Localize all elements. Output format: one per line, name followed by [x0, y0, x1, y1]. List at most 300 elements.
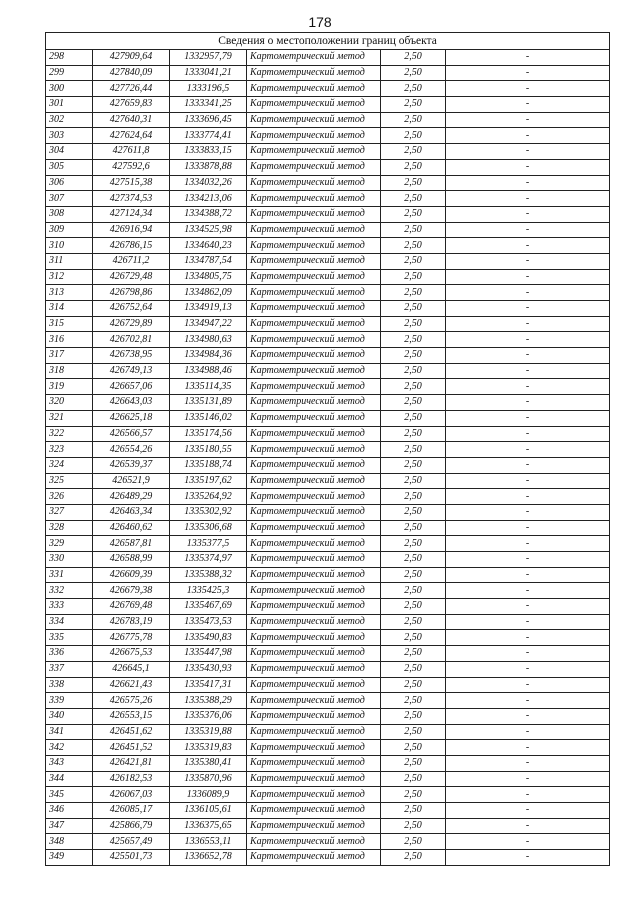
x-coordinate-cell: 426566,57	[93, 426, 170, 442]
accuracy-cell: 2,50	[381, 426, 446, 442]
x-coordinate-cell: 426587,81	[93, 536, 170, 552]
table-row	[46, 646, 610, 662]
method-cell: Картометрический метод	[247, 128, 381, 144]
description-cell: -	[446, 50, 610, 66]
method-cell: Картометрический метод	[247, 301, 381, 317]
description-cell: -	[446, 410, 610, 426]
accuracy-cell: 2,50	[381, 253, 446, 269]
accuracy-cell: 2,50	[381, 818, 446, 834]
method-cell: Картометрический метод	[247, 708, 381, 724]
method-cell: Картометрический метод	[247, 395, 381, 411]
y-coordinate-cell: 1333878,88	[170, 159, 247, 175]
description-cell: -	[446, 567, 610, 583]
table-row	[46, 348, 610, 364]
x-coordinate-cell: 426067,03	[93, 787, 170, 803]
y-coordinate-cell: 1334032,26	[170, 175, 247, 191]
accuracy-cell: 2,50	[381, 583, 446, 599]
description-cell: -	[446, 614, 610, 630]
point-number-cell: 343	[46, 755, 93, 771]
method-cell: Картометрический метод	[247, 740, 381, 756]
x-coordinate-cell: 426711,2	[93, 253, 170, 269]
accuracy-cell: 2,50	[381, 803, 446, 819]
accuracy-cell: 2,50	[381, 81, 446, 97]
y-coordinate-cell: 1335490,83	[170, 630, 247, 646]
y-coordinate-cell: 1334919,13	[170, 301, 247, 317]
y-coordinate-cell: 1336105,61	[170, 803, 247, 819]
accuracy-cell: 2,50	[381, 787, 446, 803]
y-coordinate-cell: 1335302,92	[170, 504, 247, 520]
point-number-cell: 345	[46, 787, 93, 803]
y-coordinate-cell: 1334862,09	[170, 285, 247, 301]
x-coordinate-cell: 427726,44	[93, 81, 170, 97]
accuracy-cell: 2,50	[381, 850, 446, 866]
point-number-cell: 346	[46, 803, 93, 819]
method-cell: Картометрический метод	[247, 332, 381, 348]
x-coordinate-cell: 426451,52	[93, 740, 170, 756]
description-cell: -	[446, 630, 610, 646]
accuracy-cell: 2,50	[381, 301, 446, 317]
description-cell: -	[446, 536, 610, 552]
point-number-cell: 348	[46, 834, 93, 850]
accuracy-cell: 2,50	[381, 442, 446, 458]
accuracy-cell: 2,50	[381, 755, 446, 771]
table-row	[46, 426, 610, 442]
y-coordinate-cell: 1335376,06	[170, 708, 247, 724]
table-row	[46, 834, 610, 850]
method-cell: Картометрический метод	[247, 850, 381, 866]
x-coordinate-cell: 426463,34	[93, 504, 170, 520]
y-coordinate-cell: 1335447,98	[170, 646, 247, 662]
x-coordinate-cell: 426752,64	[93, 301, 170, 317]
table-row	[46, 379, 610, 395]
accuracy-cell: 2,50	[381, 567, 446, 583]
x-coordinate-cell: 426588,99	[93, 552, 170, 568]
accuracy-cell: 2,50	[381, 693, 446, 709]
point-number-cell: 339	[46, 693, 93, 709]
method-cell: Картометрический метод	[247, 787, 381, 803]
point-number-cell: 320	[46, 395, 93, 411]
accuracy-cell: 2,50	[381, 316, 446, 332]
point-number-cell: 349	[46, 850, 93, 866]
point-number-cell: 323	[46, 442, 93, 458]
point-number-cell: 327	[46, 504, 93, 520]
method-cell: Картометрический метод	[247, 504, 381, 520]
x-coordinate-cell: 427515,38	[93, 175, 170, 191]
method-cell: Картометрический метод	[247, 834, 381, 850]
table-row	[46, 850, 610, 866]
point-number-cell: 336	[46, 646, 93, 662]
method-cell: Картометрический метод	[247, 473, 381, 489]
x-coordinate-cell: 427611,8	[93, 144, 170, 160]
y-coordinate-cell: 1334213,06	[170, 191, 247, 207]
y-coordinate-cell: 1333041,21	[170, 65, 247, 81]
point-number-cell: 313	[46, 285, 93, 301]
method-cell: Картометрический метод	[247, 50, 381, 66]
table-row	[46, 332, 610, 348]
x-coordinate-cell: 426729,89	[93, 316, 170, 332]
point-number-cell: 324	[46, 457, 93, 473]
accuracy-cell: 2,50	[381, 191, 446, 207]
x-coordinate-cell: 426775,78	[93, 630, 170, 646]
x-coordinate-cell: 427640,31	[93, 112, 170, 128]
y-coordinate-cell: 1335188,74	[170, 457, 247, 473]
method-cell: Картометрический метод	[247, 457, 381, 473]
x-coordinate-cell: 426702,81	[93, 332, 170, 348]
x-coordinate-cell: 426675,53	[93, 646, 170, 662]
y-coordinate-cell: 1335380,41	[170, 755, 247, 771]
method-cell: Картометрический метод	[247, 191, 381, 207]
method-cell: Картометрический метод	[247, 222, 381, 238]
method-cell: Картометрический метод	[247, 536, 381, 552]
description-cell: -	[446, 112, 610, 128]
y-coordinate-cell: 1334787,54	[170, 253, 247, 269]
point-number-cell: 329	[46, 536, 93, 552]
y-coordinate-cell: 1335467,69	[170, 599, 247, 615]
point-number-cell: 312	[46, 269, 93, 285]
table-row	[46, 740, 610, 756]
accuracy-cell: 2,50	[381, 332, 446, 348]
point-number-cell: 299	[46, 65, 93, 81]
accuracy-cell: 2,50	[381, 285, 446, 301]
description-cell: -	[446, 740, 610, 756]
table-row	[46, 787, 610, 803]
table-title: Сведения о местоположении границ объекта	[46, 33, 610, 50]
point-number-cell: 306	[46, 175, 93, 191]
accuracy-cell: 2,50	[381, 348, 446, 364]
method-cell: Картометрический метод	[247, 175, 381, 191]
description-cell: -	[446, 583, 610, 599]
y-coordinate-cell: 1336089,9	[170, 787, 247, 803]
x-coordinate-cell: 427592,6	[93, 159, 170, 175]
description-cell: -	[446, 646, 610, 662]
description-cell: -	[446, 269, 610, 285]
description-cell: -	[446, 787, 610, 803]
x-coordinate-cell: 426625,18	[93, 410, 170, 426]
accuracy-cell: 2,50	[381, 144, 446, 160]
method-cell: Картометрический метод	[247, 677, 381, 693]
description-cell: -	[446, 850, 610, 866]
x-coordinate-cell: 426451,62	[93, 724, 170, 740]
description-cell: -	[446, 693, 610, 709]
x-coordinate-cell: 426575,26	[93, 693, 170, 709]
point-number-cell: 302	[46, 112, 93, 128]
accuracy-cell: 2,50	[381, 97, 446, 113]
accuracy-cell: 2,50	[381, 724, 446, 740]
table-row	[46, 630, 610, 646]
description-cell: -	[446, 489, 610, 505]
table-row	[46, 97, 610, 113]
x-coordinate-cell: 426182,53	[93, 771, 170, 787]
method-cell: Картометрический метод	[247, 599, 381, 615]
accuracy-cell: 2,50	[381, 395, 446, 411]
y-coordinate-cell: 1334805,75	[170, 269, 247, 285]
y-coordinate-cell: 1336652,78	[170, 850, 247, 866]
table-row	[46, 803, 610, 819]
accuracy-cell: 2,50	[381, 489, 446, 505]
description-cell: -	[446, 599, 610, 615]
x-coordinate-cell: 425501,73	[93, 850, 170, 866]
description-cell: -	[446, 159, 610, 175]
description-cell: -	[446, 834, 610, 850]
description-cell: -	[446, 755, 610, 771]
x-coordinate-cell: 427624,64	[93, 128, 170, 144]
method-cell: Картометрический метод	[247, 520, 381, 536]
x-coordinate-cell: 426489,29	[93, 489, 170, 505]
table-row	[46, 442, 610, 458]
table-row	[46, 253, 610, 269]
table-row	[46, 693, 610, 709]
y-coordinate-cell: 1335417,31	[170, 677, 247, 693]
point-number-cell: 303	[46, 128, 93, 144]
table-row	[46, 81, 610, 97]
y-coordinate-cell: 1332957,79	[170, 50, 247, 66]
method-cell: Картометрический метод	[247, 253, 381, 269]
method-cell: Картометрический метод	[247, 552, 381, 568]
y-coordinate-cell: 1334640,23	[170, 238, 247, 254]
accuracy-cell: 2,50	[381, 269, 446, 285]
accuracy-cell: 2,50	[381, 175, 446, 191]
table-row	[46, 552, 610, 568]
description-cell: -	[446, 504, 610, 520]
y-coordinate-cell: 1335374,97	[170, 552, 247, 568]
description-cell: -	[446, 708, 610, 724]
accuracy-cell: 2,50	[381, 834, 446, 850]
point-number-cell: 311	[46, 253, 93, 269]
x-coordinate-cell: 426421,81	[93, 755, 170, 771]
table-row	[46, 285, 610, 301]
table-row	[46, 316, 610, 332]
description-cell: -	[446, 191, 610, 207]
x-coordinate-cell: 426916,94	[93, 222, 170, 238]
table-row	[46, 128, 610, 144]
x-coordinate-cell: 426609,39	[93, 567, 170, 583]
y-coordinate-cell: 1334988,46	[170, 363, 247, 379]
point-number-cell: 332	[46, 583, 93, 599]
table-row	[46, 755, 610, 771]
y-coordinate-cell: 1335319,83	[170, 740, 247, 756]
y-coordinate-cell: 1334947,22	[170, 316, 247, 332]
description-cell: -	[446, 661, 610, 677]
x-coordinate-cell: 427124,34	[93, 206, 170, 222]
y-coordinate-cell: 1335388,29	[170, 693, 247, 709]
accuracy-cell: 2,50	[381, 630, 446, 646]
x-coordinate-cell: 426798,86	[93, 285, 170, 301]
description-cell: -	[446, 222, 610, 238]
point-number-cell: 321	[46, 410, 93, 426]
description-cell: -	[446, 301, 610, 317]
method-cell: Картометрический метод	[247, 65, 381, 81]
point-number-cell: 318	[46, 363, 93, 379]
accuracy-cell: 2,50	[381, 677, 446, 693]
x-coordinate-cell: 426554,26	[93, 442, 170, 458]
method-cell: Картометрический метод	[247, 803, 381, 819]
description-cell: -	[446, 426, 610, 442]
table-row	[46, 222, 610, 238]
accuracy-cell: 2,50	[381, 520, 446, 536]
y-coordinate-cell: 1334525,98	[170, 222, 247, 238]
accuracy-cell: 2,50	[381, 661, 446, 677]
table-row	[46, 818, 610, 834]
y-coordinate-cell: 1335430,93	[170, 661, 247, 677]
table-row	[46, 159, 610, 175]
boundary-coordinates-table	[45, 32, 610, 866]
accuracy-cell: 2,50	[381, 457, 446, 473]
x-coordinate-cell: 426729,48	[93, 269, 170, 285]
point-number-cell: 347	[46, 818, 93, 834]
accuracy-cell: 2,50	[381, 379, 446, 395]
point-number-cell: 335	[46, 630, 93, 646]
accuracy-cell: 2,50	[381, 536, 446, 552]
y-coordinate-cell: 1334388,72	[170, 206, 247, 222]
accuracy-cell: 2,50	[381, 65, 446, 81]
table-row	[46, 191, 610, 207]
table-row	[46, 363, 610, 379]
table-row	[46, 536, 610, 552]
description-cell: -	[446, 724, 610, 740]
y-coordinate-cell: 1334980,63	[170, 332, 247, 348]
point-number-cell: 307	[46, 191, 93, 207]
description-cell: -	[446, 395, 610, 411]
accuracy-cell: 2,50	[381, 238, 446, 254]
table-row	[46, 583, 610, 599]
point-number-cell: 304	[46, 144, 93, 160]
table-row	[46, 724, 610, 740]
x-coordinate-cell: 427659,83	[93, 97, 170, 113]
description-cell: -	[446, 97, 610, 113]
accuracy-cell: 2,50	[381, 473, 446, 489]
accuracy-cell: 2,50	[381, 552, 446, 568]
x-coordinate-cell: 426539,37	[93, 457, 170, 473]
method-cell: Картометрический метод	[247, 724, 381, 740]
point-number-cell: 330	[46, 552, 93, 568]
method-cell: Картометрический метод	[247, 426, 381, 442]
y-coordinate-cell: 1335197,62	[170, 473, 247, 489]
point-number-cell: 316	[46, 332, 93, 348]
method-cell: Картометрический метод	[247, 614, 381, 630]
point-number-cell: 333	[46, 599, 93, 615]
description-cell: -	[446, 348, 610, 364]
x-coordinate-cell: 427374,53	[93, 191, 170, 207]
y-coordinate-cell: 1333196,5	[170, 81, 247, 97]
method-cell: Картометрический метод	[247, 379, 381, 395]
accuracy-cell: 2,50	[381, 159, 446, 175]
point-number-cell: 314	[46, 301, 93, 317]
x-coordinate-cell: 426621,43	[93, 677, 170, 693]
y-coordinate-cell: 1335306,68	[170, 520, 247, 536]
method-cell: Картометрический метод	[247, 646, 381, 662]
method-cell: Картометрический метод	[247, 363, 381, 379]
x-coordinate-cell: 426643,03	[93, 395, 170, 411]
table-row	[46, 50, 610, 66]
method-cell: Картометрический метод	[247, 661, 381, 677]
description-cell: -	[446, 144, 610, 160]
y-coordinate-cell: 1335377,5	[170, 536, 247, 552]
table-row	[46, 614, 610, 630]
table-row	[46, 457, 610, 473]
table-row	[46, 661, 610, 677]
accuracy-cell: 2,50	[381, 614, 446, 630]
method-cell: Картометрический метод	[247, 144, 381, 160]
y-coordinate-cell: 1335473,53	[170, 614, 247, 630]
description-cell: -	[446, 473, 610, 489]
y-coordinate-cell: 1335131,89	[170, 395, 247, 411]
table-row	[46, 771, 610, 787]
x-coordinate-cell: 427909,64	[93, 50, 170, 66]
y-coordinate-cell: 1335870,96	[170, 771, 247, 787]
accuracy-cell: 2,50	[381, 222, 446, 238]
point-number-cell: 309	[46, 222, 93, 238]
table-row	[46, 677, 610, 693]
point-number-cell: 317	[46, 348, 93, 364]
point-number-cell: 308	[46, 206, 93, 222]
description-cell: -	[446, 81, 610, 97]
point-number-cell: 331	[46, 567, 93, 583]
accuracy-cell: 2,50	[381, 206, 446, 222]
method-cell: Картометрический метод	[247, 630, 381, 646]
x-coordinate-cell: 426738,95	[93, 348, 170, 364]
point-number-cell: 328	[46, 520, 93, 536]
table-row	[46, 206, 610, 222]
description-cell: -	[446, 285, 610, 301]
x-coordinate-cell: 426657,06	[93, 379, 170, 395]
description-cell: -	[446, 803, 610, 819]
table-row	[46, 269, 610, 285]
x-coordinate-cell: 426460,62	[93, 520, 170, 536]
point-number-cell: 325	[46, 473, 93, 489]
method-cell: Картометрический метод	[247, 410, 381, 426]
x-coordinate-cell: 426645,1	[93, 661, 170, 677]
table-row	[46, 489, 610, 505]
method-cell: Картометрический метод	[247, 583, 381, 599]
description-cell: -	[446, 520, 610, 536]
accuracy-cell: 2,50	[381, 771, 446, 787]
accuracy-cell: 2,50	[381, 128, 446, 144]
description-cell: -	[446, 363, 610, 379]
y-coordinate-cell: 1335388,32	[170, 567, 247, 583]
table-row	[46, 65, 610, 81]
table-row	[46, 599, 610, 615]
description-cell: -	[446, 442, 610, 458]
table-row	[46, 567, 610, 583]
method-cell: Картометрический метод	[247, 269, 381, 285]
point-number-cell: 300	[46, 81, 93, 97]
y-coordinate-cell: 1333341,25	[170, 97, 247, 113]
point-number-cell: 301	[46, 97, 93, 113]
description-cell: -	[446, 238, 610, 254]
x-coordinate-cell: 426553,15	[93, 708, 170, 724]
method-cell: Картометрический метод	[247, 81, 381, 97]
x-coordinate-cell: 426783,19	[93, 614, 170, 630]
description-cell: -	[446, 332, 610, 348]
y-coordinate-cell: 1334984,36	[170, 348, 247, 364]
point-number-cell: 342	[46, 740, 93, 756]
accuracy-cell: 2,50	[381, 112, 446, 128]
x-coordinate-cell: 426085,17	[93, 803, 170, 819]
x-coordinate-cell: 425657,49	[93, 834, 170, 850]
y-coordinate-cell: 1335146,02	[170, 410, 247, 426]
table-row	[46, 144, 610, 160]
description-cell: -	[446, 677, 610, 693]
point-number-cell: 322	[46, 426, 93, 442]
accuracy-cell: 2,50	[381, 740, 446, 756]
method-cell: Картометрический метод	[247, 285, 381, 301]
table-row	[46, 410, 610, 426]
y-coordinate-cell: 1335180,55	[170, 442, 247, 458]
y-coordinate-cell: 1335264,92	[170, 489, 247, 505]
method-cell: Картометрический метод	[247, 489, 381, 505]
method-cell: Картометрический метод	[247, 316, 381, 332]
point-number-cell: 326	[46, 489, 93, 505]
